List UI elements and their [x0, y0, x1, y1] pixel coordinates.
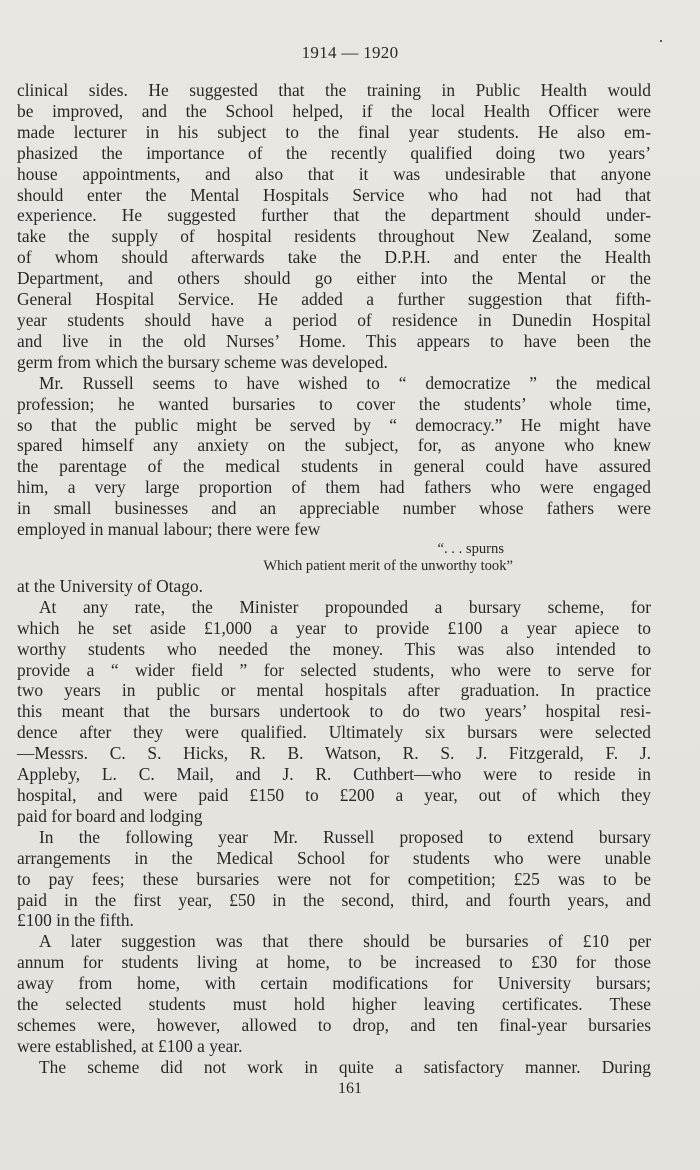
text-line: Mr. Russell seems to have wished to “ democratize ” the medical [39, 372, 651, 393]
page-number: 161 [338, 1080, 362, 1097]
paragraph-6 [17, 1057, 651, 1078]
text-line: In the following year Mr. Russell proposed to extend bursary [39, 826, 651, 847]
text-line: germ from which the bursary scheme was developed. [17, 351, 388, 372]
text-line: the selected students must hold higher leaving certificates. These [17, 994, 651, 1015]
paragraph-1 [17, 80, 651, 373]
text-line: him, a very large proportion of them had fathers who were engaged [17, 477, 651, 498]
quote-line-1: “. . . spurns [437, 540, 504, 557]
paragraph-4 [17, 827, 651, 932]
text-line: so that the public might be served by “ democracy.” He might have [17, 414, 651, 435]
text-line: —Messrs. C. S. Hicks, R. B. Watson, R. S. J. Fitzgerald, F. J. [17, 743, 651, 764]
text-line: profession; he wanted bursaries to cover the students’ whole time, [17, 393, 651, 414]
text-line: experience. He suggested further that the department should under- [17, 205, 651, 226]
verse-quotation [17, 541, 651, 575]
text-line: away from home, with certain modifications for University bursars; [17, 973, 651, 994]
text-line: clinical sides. He suggested that the training in Public Health would [17, 80, 651, 100]
text-line: year students should have a period of residence in Dunedin Hospital [17, 309, 651, 330]
text-line: and live in the old Nurses’ Home. This appears to have been the [17, 330, 651, 351]
text-line: arrangements in the Medical School for students who were unable [17, 847, 651, 868]
text-line: dence after they were qualified. Ultimately six bursars were selected [17, 722, 651, 743]
text-line: should enter the Mental Hospitals Service who had not had that [17, 184, 651, 205]
text-line: be improved, and the School helped, if the local Health Officer were [17, 100, 651, 121]
text-line: Appleby, L. C. Mail, and J. R. Cuthbert—who were to reside in [17, 764, 651, 785]
text-line: schemes were, however, allowed to drop, and ten final-year bursaries [17, 1014, 651, 1035]
text-line: house appointments, and also that it was undesirable that anyone [17, 163, 651, 184]
text-line: two years in public or mental hospitals after graduation. In practice [17, 680, 651, 701]
running-head: 1914 — 1920 [301, 43, 399, 62]
text-line: The scheme did not work in quite a satisfactory manner. During [39, 1056, 651, 1077]
text-line: spared himself any anxiety on the subject, for, as anyone who knew [17, 435, 651, 456]
text-line: annum for students living at home, to be increased to £30 for those [17, 952, 651, 973]
text-line: were established, at £100 a year. [17, 1035, 243, 1056]
text-line: provide a “ wider field ” for selected students, who were to serve for [17, 659, 651, 680]
text-line: General Hospital Service. He added a further suggestion that fifth- [17, 289, 651, 310]
text-line: paid in the first year, £50 in the second, third, and fourth years, and [17, 889, 651, 910]
text-line: phasized the importance of the recently qualified doing two years’ [17, 142, 651, 163]
text-line: to pay fees; these bursaries were not for competition; £25 was to be [17, 868, 651, 889]
text-line: made lecturer in his subject to the final year students. He also em- [17, 121, 651, 142]
text-line: Department, and others should go either into the Mental or the [17, 268, 651, 289]
text-line: take the supply of hospital residents throughout New Zealand, some [17, 226, 651, 247]
paper-speck [660, 40, 662, 42]
paragraph-2 [17, 373, 651, 540]
text-line: in small businesses and an appreciable number whose fathers were [17, 498, 651, 519]
text-line: at the University of Otago. [17, 575, 203, 596]
text-line: this meant that the bursars undertook to do two years’ hospital resi- [17, 701, 651, 722]
text-line: worthy students who needed the money. This was also intended to [17, 638, 651, 659]
paragraph-5 [17, 931, 651, 1056]
text-line: At any rate, the Minister propounded a bursary scheme, for [39, 596, 651, 617]
text-line: which he set aside £1,000 a year to provide £100 a year apiece to [17, 617, 651, 638]
paragraph-3 [17, 597, 651, 827]
text-line: of whom should afterwards take the D.P.H. and enter the Health [17, 247, 651, 268]
text-line: employed in manual labour; there were few [17, 519, 321, 540]
text-line: hospital, and were paid £150 to £200 a year, out of which they [17, 785, 651, 805]
text-line: A later suggestion was that there should be bursaries of £10 per [39, 931, 651, 952]
text-line: £100 in the fifth. [17, 910, 134, 931]
body-text [17, 80, 651, 1078]
text-line: the parentage of the medical students in general could have assured [17, 456, 651, 477]
text-line: paid for board and lodging [17, 805, 203, 826]
quote-line-2: Which patient merit of the unworthy took” [263, 557, 513, 574]
